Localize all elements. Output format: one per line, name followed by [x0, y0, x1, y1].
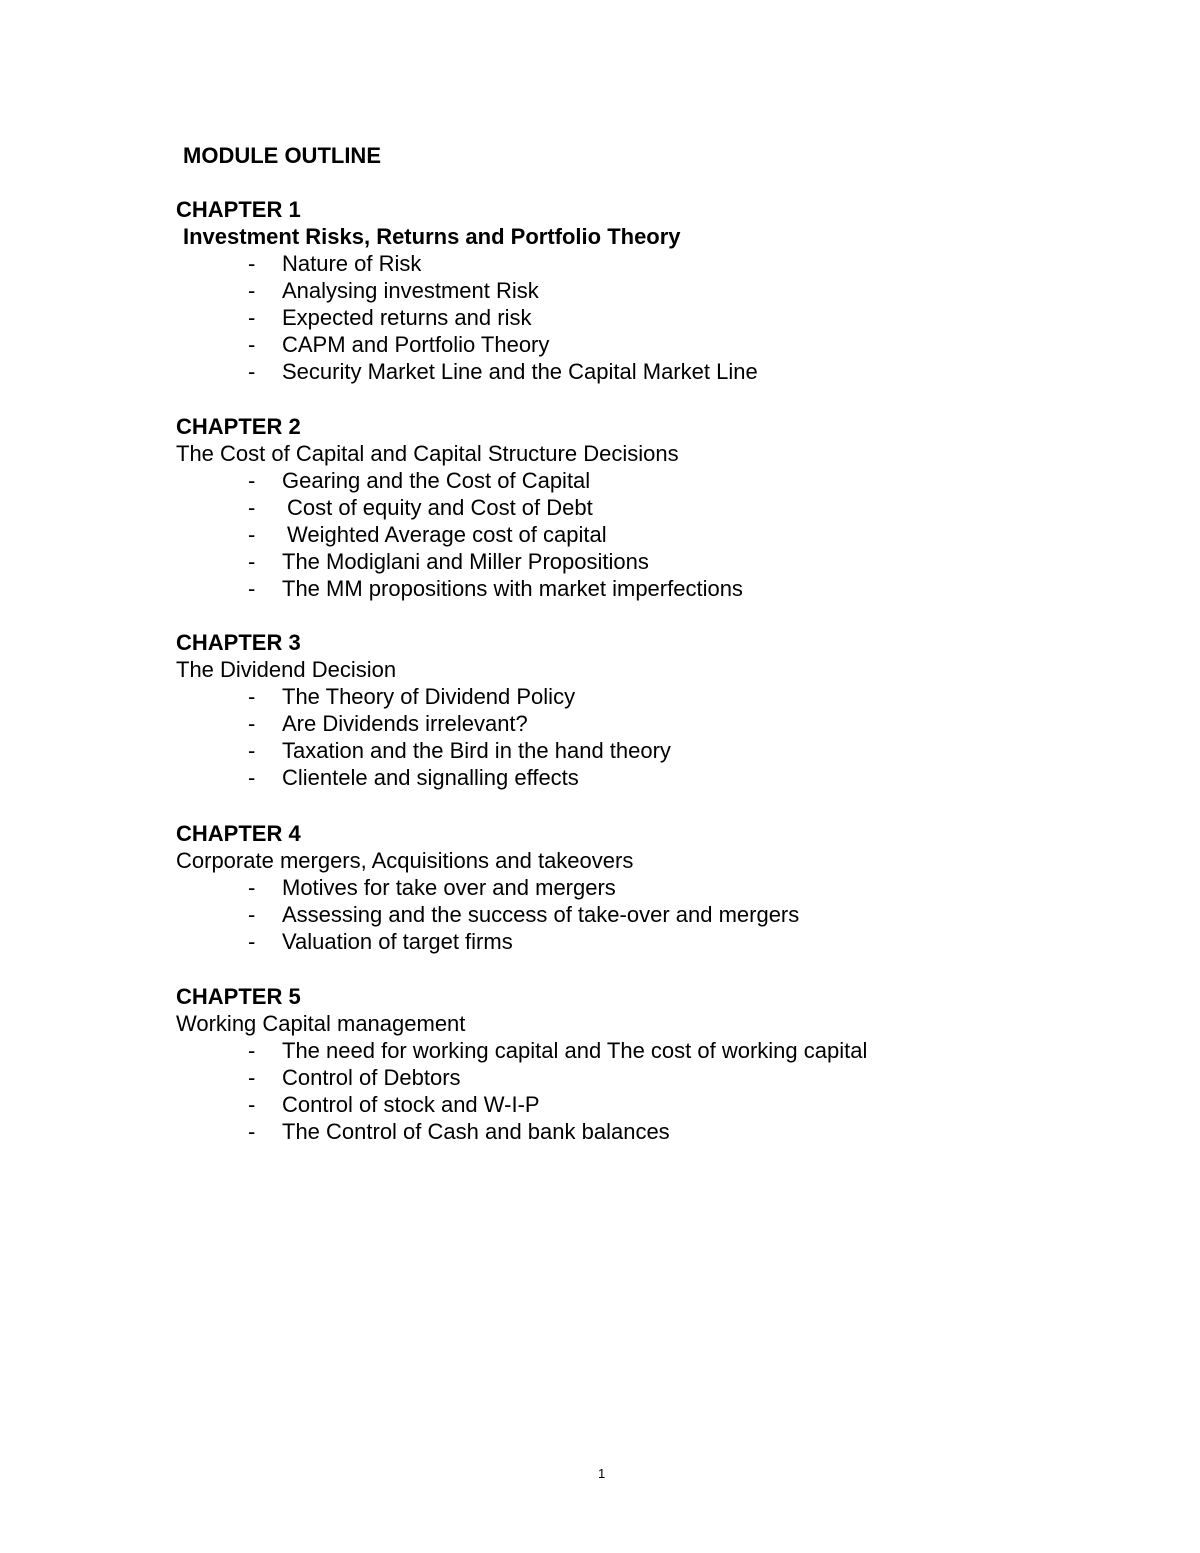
dash-bullet: - [248, 929, 256, 954]
dash-bullet: - [248, 495, 256, 520]
topic-text: CAPM and Portfolio Theory [282, 332, 550, 357]
dash-bullet: - [248, 875, 256, 900]
chapter-5 [176, 983, 1076, 1145]
chapter-4 [176, 820, 1076, 955]
list-item [176, 683, 1076, 710]
dash-bullet: - [248, 902, 256, 927]
list-item [176, 1118, 1076, 1145]
dash-bullet: - [248, 278, 256, 303]
list-item [176, 737, 1076, 764]
topic-text: Control of Debtors [282, 1065, 461, 1090]
topic-text: Analysing investment Risk [282, 278, 539, 303]
chapter-heading: CHAPTER 1 [176, 197, 301, 222]
topic-list [176, 1037, 1076, 1145]
list-item [176, 928, 1076, 955]
list-item [176, 358, 1076, 385]
topic-text: Expected returns and risk [282, 305, 532, 330]
topic-list [176, 683, 1076, 791]
topic-text: The Theory of Dividend Policy [282, 684, 576, 709]
topic-text: Assessing and the success of take-over and mergers [282, 902, 800, 927]
topic-text: Nature of Risk [282, 251, 422, 276]
list-item [176, 901, 1076, 928]
dash-bullet: - [248, 738, 256, 763]
page-number: 1 [598, 1466, 606, 1481]
dash-bullet: - [248, 1092, 256, 1117]
dash-bullet: - [248, 684, 256, 709]
chapter-heading: CHAPTER 4 [176, 821, 301, 846]
list-item [176, 764, 1076, 791]
topic-text: Security Market Line and the Capital Market Line [282, 359, 758, 384]
chapter-1 [176, 196, 1076, 385]
list-item [176, 331, 1076, 358]
chapter-subtitle: Investment Risks, Returns and Portfolio Theory [183, 224, 681, 249]
chapter-subtitle: The Cost of Capital and Capital Structure Decisions [176, 441, 679, 466]
list-item [176, 1037, 1076, 1064]
topic-text: Motives for take over and mergers [282, 875, 616, 900]
topic-text: Weighted Average cost of capital [287, 522, 607, 547]
list-item [176, 1091, 1076, 1118]
dash-bullet: - [248, 468, 256, 493]
list-item [176, 521, 1076, 548]
chapter-2 [176, 413, 1076, 602]
chapter-subtitle: The Dividend Decision [176, 657, 397, 682]
dash-bullet: - [248, 711, 256, 736]
list-item [176, 575, 1076, 602]
dash-bullet: - [248, 522, 256, 547]
list-item [176, 250, 1076, 277]
list-item [176, 548, 1076, 575]
topic-list [176, 874, 1076, 955]
list-item [176, 494, 1076, 521]
topic-text: Control of stock and W-I-P [282, 1092, 540, 1117]
topic-text: The need for working capital and The cost of working capital [282, 1038, 868, 1063]
topic-text: Cost of equity and Cost of Debt [287, 495, 593, 520]
chapter-subtitle: Working Capital management [176, 1011, 466, 1036]
topic-text: Clientele and signalling effects [282, 765, 579, 790]
topic-text: Valuation of target firms [282, 929, 513, 954]
dash-bullet: - [248, 305, 256, 330]
topic-text: The Modiglani and Miller Propositions [282, 549, 649, 574]
list-item [176, 277, 1076, 304]
topic-text: Are Dividends irrelevant? [282, 711, 528, 736]
list-item [176, 874, 1076, 901]
dash-bullet: - [248, 332, 256, 357]
dash-bullet: - [248, 1038, 256, 1063]
topic-text: The Control of Cash and bank balances [282, 1119, 670, 1144]
dash-bullet: - [248, 359, 256, 384]
dash-bullet: - [248, 549, 256, 574]
list-item [176, 304, 1076, 331]
topic-text: The MM propositions with market imperfections [282, 576, 743, 601]
chapter-heading: CHAPTER 5 [176, 984, 301, 1009]
chapter-heading: CHAPTER 3 [176, 630, 301, 655]
chapter-heading: CHAPTER 2 [176, 414, 301, 439]
topic-list [176, 467, 1076, 602]
list-item [176, 710, 1076, 737]
dash-bullet: - [248, 1119, 256, 1144]
chapter-3 [176, 629, 1076, 791]
chapter-subtitle: Corporate mergers, Acquisitions and takeovers [176, 848, 634, 873]
list-item [176, 1064, 1076, 1091]
dash-bullet: - [248, 1065, 256, 1090]
dash-bullet: - [248, 576, 256, 601]
dash-bullet: - [248, 251, 256, 276]
module-outline-title: MODULE OUTLINE [183, 143, 381, 168]
list-item [176, 467, 1076, 494]
dash-bullet: - [248, 765, 256, 790]
topic-text: Gearing and the Cost of Capital [282, 468, 591, 493]
topic-list [176, 250, 1076, 385]
topic-text: Taxation and the Bird in the hand theory [282, 738, 671, 763]
